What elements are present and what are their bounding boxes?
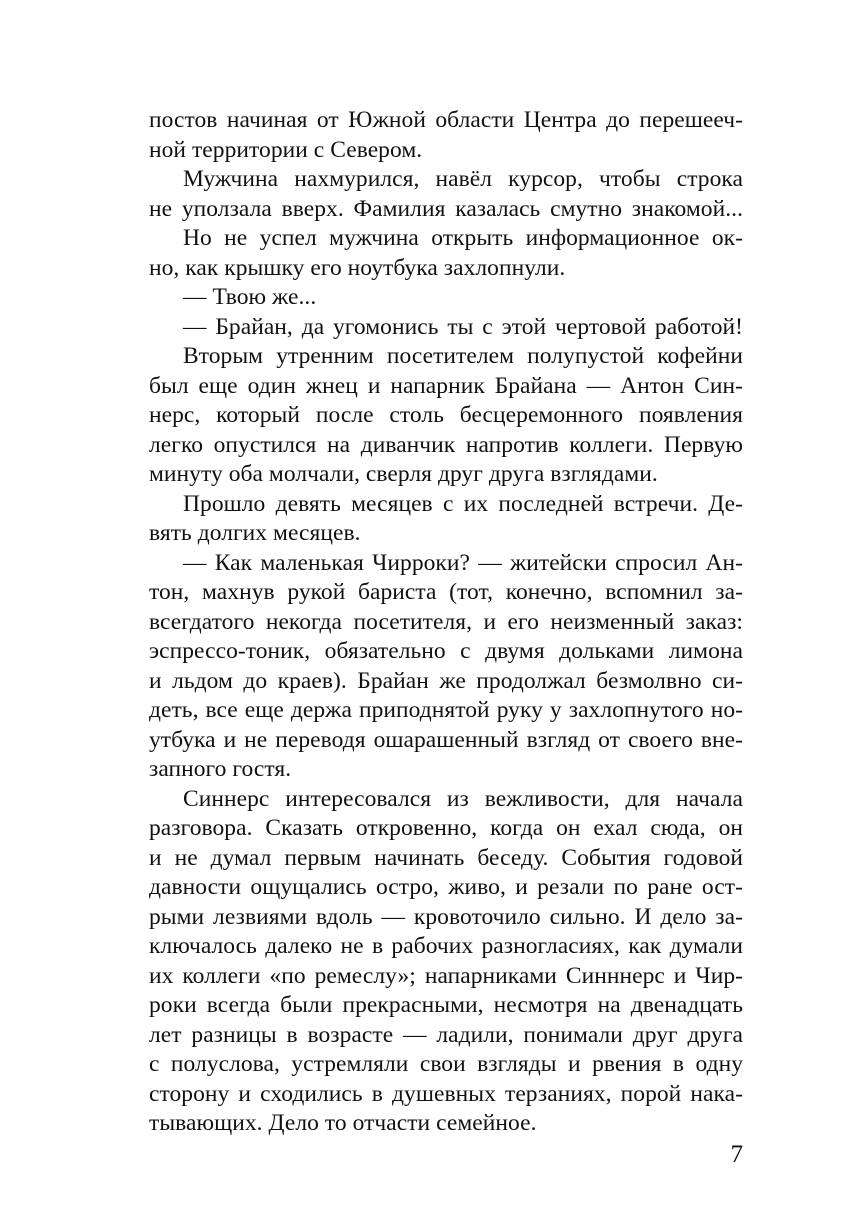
text-line: Синнерс интересовался из вежливости, для начала bbox=[183, 786, 743, 812]
text-line: разговора. Сказать откровенно, когда он ехал сюда, он bbox=[149, 815, 743, 841]
text-line: легко опустился на диванчик напротив коллеги. Первую bbox=[149, 432, 743, 458]
text-line: Вторым утренним посетителем полупустой кофейни bbox=[183, 343, 743, 369]
text-line: с полуслова, устремляли свои взгляды и рвения в одну bbox=[149, 1051, 743, 1077]
text-line: ключалось далеко не в рабочих разногласиях, как думали bbox=[149, 933, 743, 959]
text-line: — Как маленькая Чирроки? — житейски спросил Ан- bbox=[183, 550, 743, 576]
text-line: роки всегда были прекрасными, несмотря на двенадцать bbox=[149, 992, 743, 1018]
text-line: тон, махнув рукой бариста (тот, конечно, вспомнил за- bbox=[149, 579, 743, 605]
text-line: их коллеги «по ремеслу»; напарниками Синннерс и Чир- bbox=[149, 963, 743, 989]
text-line: сторону и сходились в душевных терзаниях, порой нака- bbox=[149, 1081, 743, 1107]
text-line: всегдатого некогда посетителя, и его неизменный заказ: bbox=[149, 609, 743, 635]
text-line: Но не успел мужчина открыть информационное ок- bbox=[183, 225, 743, 251]
text-line: и льдом до краев). Брайан же продолжал безмолвно си- bbox=[149, 668, 743, 694]
text-line: эспрессо-тоник, обязательно с двумя дольками лимона bbox=[149, 638, 743, 664]
text-line: Мужчина нахмурился, навёл курсор, чтобы строка bbox=[183, 166, 743, 192]
text-line: запного гостя. bbox=[149, 756, 292, 782]
text-line: минуту оба молчали, сверля друг друга взглядами. bbox=[149, 461, 658, 487]
text-line: Прошло девять месяцев с их последней встречи. Де- bbox=[183, 491, 743, 517]
text-line: тывающих. Дело то отчасти семейное. bbox=[149, 1110, 537, 1136]
text-line: постов начиная от Южной области Центра до перешееч- bbox=[149, 107, 743, 133]
text-line: деть, все еще держа приподнятой руку у захлопнутого но- bbox=[149, 697, 743, 723]
page-number: 7 bbox=[730, 1141, 743, 1168]
text-line: не уползала вверх. Фамилия казалась смутно знакомой... bbox=[149, 196, 743, 222]
text-line: утбука и не переводя ошарашенный взгляд от своего вне- bbox=[149, 727, 743, 753]
text-line: но, как крышку его ноутбука захлопнули. bbox=[149, 255, 566, 281]
text-line: и не думал первым начинать беседу. События годовой bbox=[149, 845, 743, 871]
text-line: нерс, который после столь бесцеремонного появления bbox=[149, 402, 743, 428]
text-line: давности ощущались остро, живо, и резали по ране ост- bbox=[149, 874, 743, 900]
text-line: лет разницы в возрасте — ладили, понимали друг друга bbox=[149, 1022, 743, 1048]
text-line: вять долгих месяцев. bbox=[149, 520, 361, 546]
text-line: рыми лезвиями вдоль — кровоточило сильно. И дело за- bbox=[149, 904, 743, 930]
text-line: — Твою же... bbox=[183, 284, 317, 310]
text-line: ной территории с Севером. bbox=[149, 137, 423, 163]
text-line: — Брайан, да угомонись ты с этой чертовой работой! bbox=[183, 314, 743, 340]
text-line: был еще один жнец и напарник Брайана — Антон Син- bbox=[149, 373, 743, 399]
